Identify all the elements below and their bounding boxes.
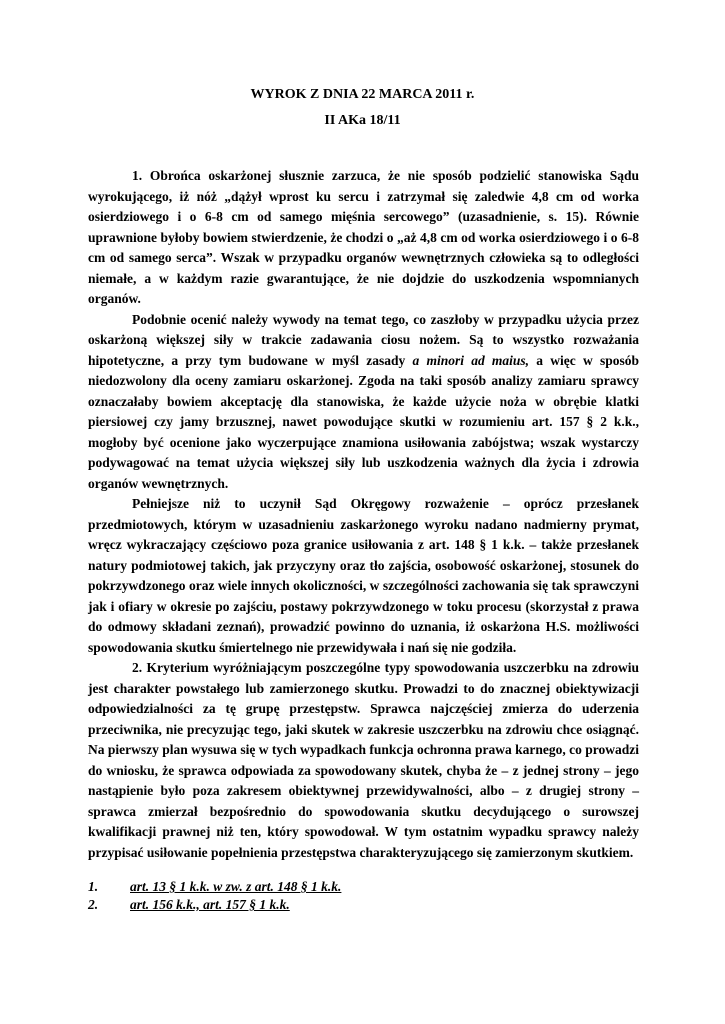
reference-item [88, 896, 639, 914]
judgment-body [88, 166, 639, 863]
reference-number: 2. [88, 897, 99, 912]
judgment-title: WYROK Z DNIA 22 MARCA 2011 r. [250, 87, 475, 102]
paragraph: 2. Kryterium wyróżniającym poszczególne typy spowodowania uszczerbku na zdrowiu jest charakter powstałego lub zamierzonego skutku. Prowadzi to do znacznej obiektywizacji odpowiedzialności za tę grupę przestępstw. Sprawca najczęściej zmierza do uderzenia przeciwnika, nie precyzując tego, jaki skutek w zakresie uszczerbku na zdrowiu chce osiągnąć. Na pierwszy plan wysuwa się w tych wypadkach funkcja ochronna prawa karnego, co prowadzi do wniosku, że sprawca odpowiada za spowodowany skutek, chyba że – z jednej strony – jego nastąpienie było poza zakresem obiektywnej przewidywalności, albo – z drugiej strony – sprawca zmierzał bezpośrednio do spowodowania skutku decydującego o surowszej kwalifikacji prawnej niż ten, który spowodował. W tym ostatnim wypadku sprawcy należy przypisać usiłowanie popełnienia przestępstwa charakteryzującego się zamierzonym skutkiem. [88, 660, 639, 860]
latin-phrase: a minori ad maius, [412, 352, 530, 368]
paragraph: 1. Obrońca oskarżonej słusznie zarzuca, że nie sposób podzielić stanowiska Sądu wyrokującego, iż nóż „dążył wprost ku sercu i zatrzymał się zaledwie 4,8 cm od worka osierdziowego i o 6-8 cm od samego mięśnia sercowego” (uzasadnienie, s. 15). Równie uprawnione byłoby bowiem stwierdzenie, że chodzi o „aż 4,8 cm od worka osierdziowego i o 6-8 cm od samego serca”. Wszak w przypadku organów wewnętrznych człowieka są to odległości niemałe, a w każdym razie gwarantujące, że nie dojdzie do uszkodzenia wspomnianych organów. [88, 168, 639, 306]
reference-link[interactable]: art. 13 § 1 k.k. w zw. z art. 148 § 1 k.k. [130, 879, 342, 894]
reference-number: 1. [88, 879, 99, 894]
case-signature: II AKa 18/11 [324, 113, 401, 128]
legal-references [88, 878, 639, 914]
paragraph: Pełniejsze niż to uczynił Sąd Okręgowy rozważenie – oprócz przesłanek przedmiotowych, którym w uzasadnieniu zaskarżonego wyroku nadano nadmierny prymat, wręcz wykraczający częściowo poza granice usiłowania z art. 148 § 1 k.k. – także przesłanek natury podmiotowej takich, jak przyczyny oraz tło zajścia, osobowość oskarżonej, stosunek do pokrzywdzonego oraz wiele innych okoliczności, w szczególności zachowania się tak sprawczyni jak i ofiary w okresie po zajściu, postawy pokrzywdzonego w toku procesu (skorzystał z prawa do odmowy składani zeznań), prowadzić powinno do uznania, iż oskarżona H.S. możliwości spowodowania skutku śmiertelnego nie przewidywała i nań się nie godziła. [88, 496, 639, 655]
paragraph: Podobnie ocenić należy wywody na temat tego, co zaszłoby w przypadku użycia przez oskarżoną większej siły w trakcie zadawania ciosu nożem. Są to wszystko rozważania hipotetyczne, a przy tym budowane w myśl zasady a minori ad maius, a więc w sposób niedozwolony dla oceny zamiaru oskarżonej. Zgoda na taki sposób analizy zamiaru sprawcy oznaczałaby bowiem akceptację dla stanowiska, że każde użycie noża w obrębie klatki piersiowej czy jamy brzusznej, nawet powodujące skutki w rozumieniu art. 157 § 2 k.k., mogłoby być ocenione jako wyczerpujące znamiona usiłowania zabójstwa; wszak wystarczy podywagować na temat użycia większej siły lub uszkodzenia ważnych dla życia i zdrowia organów wewnętrznych. [88, 311, 639, 491]
reference-link[interactable]: art. 156 k.k., art. 157 § 1 k.k. [130, 897, 290, 912]
reference-item [88, 878, 639, 896]
